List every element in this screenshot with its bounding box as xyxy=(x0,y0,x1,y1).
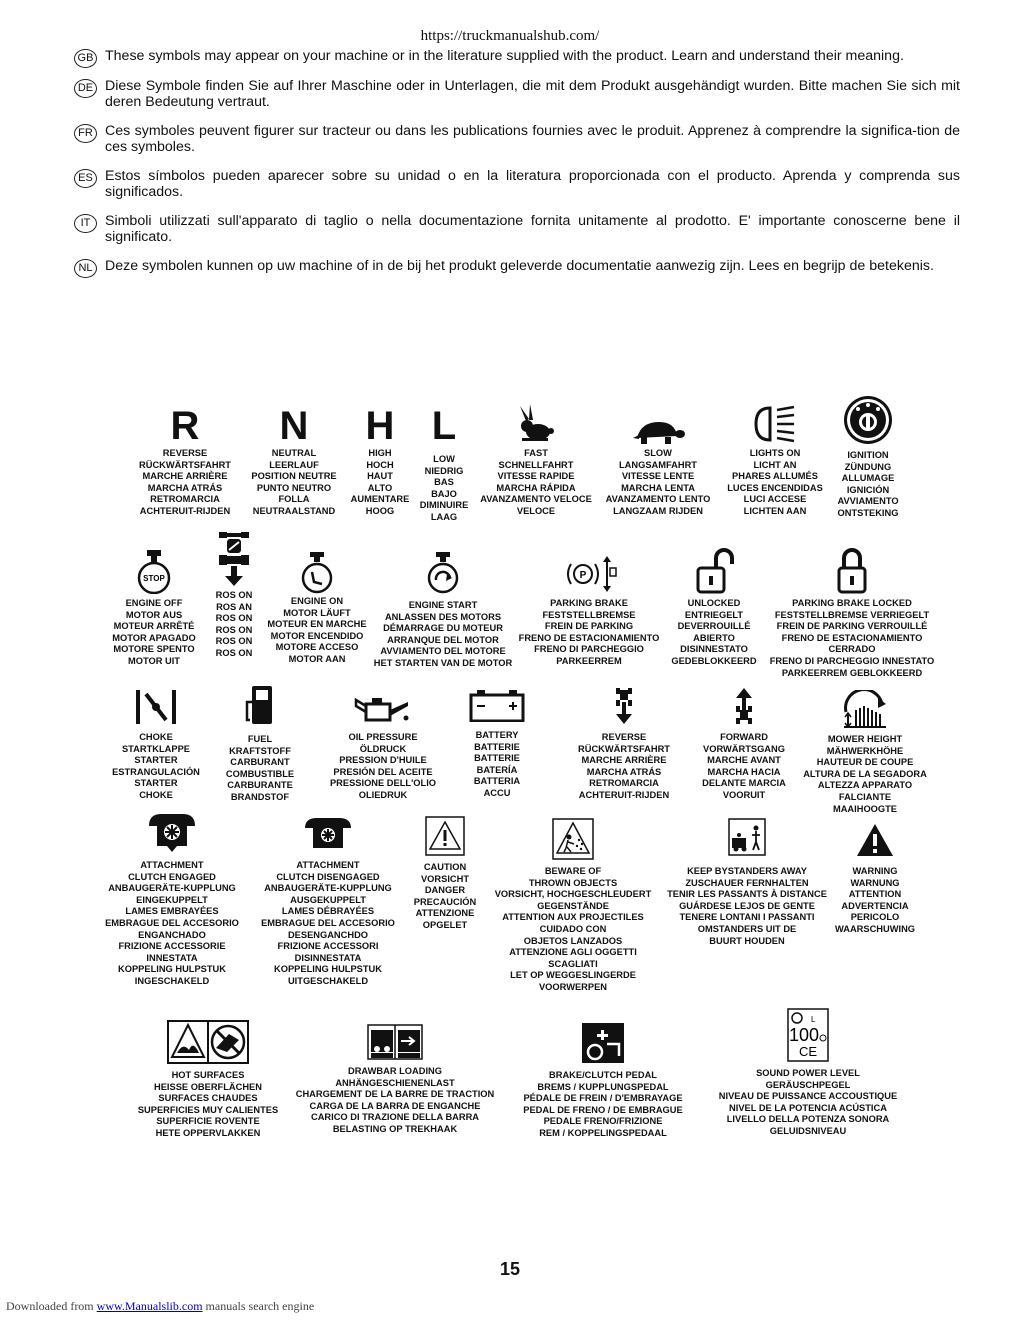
sound-level-value: 100 xyxy=(788,1025,820,1045)
parking-brake-caption: PARKING BRAKE FESTSTELLBREMSE FREIN DE PARKING FRENO DE ESTACIONAMIENTO FRENO DI PARCHEGGIO PARKEERREM xyxy=(518,598,660,666)
headlight-icon xyxy=(752,402,798,446)
header-url: https://truckmanualshub.com/ xyxy=(420,28,600,44)
reverse-r-caption: REVERSE RÜCKWÄRTSFAHRT MARCHE ARRIÈRE MARCHA ATRÁS RETROMARCIA ACHTERUIT-RIJDEN xyxy=(139,448,231,516)
engine-start-caption: ENGINE START ANLASSEN DES MOTORS DÉMARRAGE DU MOTEUR ARRANQUE DEL MOTOR AVVIAMENTO DEL MOTORE HET STARTEN VAN DE MOTOR xyxy=(373,600,513,668)
intro-text-es: Estos símbolos pueden aparecer sobre su unidad o en la literatura proporcionada con el producto. Aprenda y comprenda sus significados. xyxy=(105,168,960,200)
intro-de xyxy=(74,78,960,110)
symbol-hot-surfaces xyxy=(126,1014,290,1140)
symbol-parking-brake xyxy=(514,542,664,668)
brake-pedal-caption: BRAKE/CLUTCH PEDAL BREMS / KUPPLUNGSPEDAL PÉDALE DE FREIN / D'EMBRAYAGE PEDAL DE FRENO / DE EMBRAGUE PEDALE FRENO/FRIZIONE REM / KOPPELINGSPEDAAL xyxy=(523,1070,683,1138)
engine-on-icon xyxy=(300,550,334,594)
sound-caption: SOUND POWER LEVEL GERÄUSCHPEGEL NIVEAU DE PUISSANCE ACCOUSTIQUE NIVEL DE LA POTENCIA ACÚSTICA LIVELLO DELLA POTENZA SONORA GELUIDSNIVEAU xyxy=(718,1068,898,1136)
intro-text-nl: Deze symbolen kunnen op uw machine of in de bij het produkt geleverde documentatie aanwezig zijn. Lees en begrijp de betekenis. xyxy=(105,258,934,274)
symbol-fast xyxy=(476,394,596,518)
turtle-icon xyxy=(631,420,685,446)
bystanders-icon xyxy=(728,818,766,856)
fuel-pump-icon xyxy=(244,684,276,726)
unlocked-padlock-icon xyxy=(694,548,734,594)
ros-caption: ROS ON ROS AN ROS ON ROS ON ROS ON ROS ON xyxy=(215,590,253,658)
intro-text-gb: These symbols may appear on your machine or in the literature supplied with the product. Learn and understand their meaning. xyxy=(105,48,904,64)
caution-caption: CAUTION VORSICHT DANGER PRECAUCIÓN ATTENZIONE OPGELET xyxy=(413,862,477,930)
symbol-choke xyxy=(104,678,208,802)
symbol-lights xyxy=(722,394,828,518)
engine-start-icon xyxy=(426,550,460,594)
engine-off-label: STOP xyxy=(143,574,165,583)
symbol-ignition xyxy=(826,394,910,520)
thrown-caption: BEWARE OF THROWN OBJECTS VORSICHT, HOCHGESCHLEUDERT GEGENSTÄNDE ATTENTION AUX PROJECTILES CUIDADO CON OBJETOS LANZADOS ATTENZIONE AGLI OGGETTI SCAGLIATI LET OP WEGGESLINGERDE VOORWERPEN xyxy=(494,866,652,992)
footer-prefix: Downloaded from xyxy=(6,1299,97,1313)
intro-it xyxy=(74,213,960,245)
unlocked-caption: UNLOCKED ENTRIEGELT DEVERROUILLÉ ABIERTO DISINNESTATO GEDEBLOKKEERD xyxy=(671,598,757,666)
drawbar-caption: DRAWBAR LOADING ANHÄNGESCHIENENLAST CHARGEMENT DE LA BARRE DE TRACTION CARGA DE LA BARRA DE ENGANCHE CARICO DI TRAZIONE DELLA BARRA BELASTING OP TREKHAAK xyxy=(295,1066,495,1134)
symbol-brake-clutch-pedal xyxy=(514,1014,692,1140)
engine-stop-icon xyxy=(136,548,172,594)
symbol-sound-power-level xyxy=(706,1006,910,1138)
symbol-fuel xyxy=(212,678,308,804)
lights-caption: LIGHTS ON LICHT AN PHARES ALLUMÉS LUCES ENCENDIDAS LUCI ACCESE LICHTEN AAN xyxy=(727,448,823,516)
symbol-slow xyxy=(598,394,718,518)
symbol-mower-height xyxy=(800,678,930,815)
manualslib-link[interactable]: www.Manualslib.com xyxy=(96,1299,203,1313)
mower-height-caption: MOWER HEIGHT MÄHWERKHÖHE HAUTEUR DE COUPE ALTURA DE LA SEGADORA ALTEZZA APPARATO FALCIANTE MAAIHOOGTE xyxy=(803,734,927,814)
lang-badge-fr: FR xyxy=(74,124,97,143)
clutch-disengaged-caption: ATTACHMENT CLUTCH DISENGAGED ANBAUGERÄTE-KUPPLUNG AUSGEKUPPELT LAMES DÉBRAYÉES EMBRAGUE DEL ACCESORIO DESENGANCHDO FRIZIONE ACCESSORI DISINNESTATA KOPPELING HULPSTUK UITGESCHAKELD xyxy=(261,860,395,986)
footer-suffix: manuals search engine xyxy=(202,1299,315,1313)
symbol-unlocked xyxy=(664,542,764,668)
ignition-key-icon xyxy=(842,394,894,446)
symbol-forward xyxy=(694,678,794,802)
battery-icon xyxy=(469,688,525,722)
symbol-engine-off xyxy=(104,542,204,668)
clutch-disengaged-icon xyxy=(303,816,353,852)
neutral-caption: NEUTRAL LEERLAUF POSITION NEUTRE PUNTO NEUTRO FOLLA NEUTRAALSTAND xyxy=(251,448,337,516)
hot-surface-icon xyxy=(167,1020,249,1064)
intro-fr xyxy=(74,123,960,155)
high-glyph: H xyxy=(365,404,395,448)
neutral-glyph: N xyxy=(279,404,309,448)
parking-brake-icon xyxy=(561,554,617,594)
symbol-oil-pressure xyxy=(318,678,448,802)
symbol-thrown-objects xyxy=(484,810,662,994)
symbol-caution xyxy=(410,810,480,932)
lang-badge-gb: GB xyxy=(74,49,97,68)
oil-can-icon xyxy=(354,692,412,726)
battery-caption: BATTERY BATTERIE BATTERIE BATERÍA BATTERIA ACCU xyxy=(473,730,521,798)
sound-level-icon xyxy=(787,1008,829,1062)
symbol-reverse-arrow xyxy=(566,678,682,802)
intro-text-fr: Ces symboles peuvent figurer sur tracteur ou dans les publications fournies avec le produit. Apprenez à comprendre la significa-tion de ces symboles. xyxy=(105,123,960,155)
parking-brake-label: P xyxy=(579,570,587,581)
symbol-engine-on xyxy=(262,542,372,666)
rabbit-icon xyxy=(516,402,556,446)
sound-lwa-mark: L xyxy=(811,1015,816,1024)
ce-mark: CE xyxy=(798,1044,818,1059)
ros-tractor-icon xyxy=(217,530,251,588)
engine-off-caption: ENGINE OFF MOTOR AUS MOTEUR ARRÊTÉ MOTOR APAGADO MOTORE SPENTO MOTOR UIT xyxy=(112,598,196,666)
clutch-engaged-icon xyxy=(147,812,197,852)
lang-badge-es: ES xyxy=(74,169,97,188)
forward-arrow-icon xyxy=(733,686,755,726)
symbol-keep-bystanders-away xyxy=(660,806,834,947)
symbol-reverse-r xyxy=(125,394,245,518)
engine-on-caption: ENGINE ON MOTOR LÄUFT MOTEUR EN MARCHE MOTOR ENCENDIDO MOTORE ACCESO MOTOR AAN xyxy=(267,596,367,664)
intro-nl xyxy=(74,258,960,274)
footer xyxy=(6,1299,314,1314)
symbol-drawbar-loading xyxy=(290,1014,500,1136)
symbol-clutch-disengaged xyxy=(256,804,400,988)
intro-text-de: Diese Symbole finden Sie auf Ihrer Maschine oder in Unterlagen, die mit dem Produkt ausgehändigt wurden. Bitte machen Sie sich mit deren Bedeutung vertraut. xyxy=(105,78,960,110)
symbol-neutral xyxy=(244,394,344,518)
reverse-r-glyph: R xyxy=(170,404,200,448)
high-caption: HIGH HOCH HAUT ALTO AUMENTARE HOOG xyxy=(350,448,410,516)
slow-caption: SLOW LANGSAMFAHRT VITESSE LENTE MARCHA LENTA AVANZAMENTO LENTO LANGZAAM RIJDEN xyxy=(605,448,711,516)
bystanders-caption: KEEP BYSTANDERS AWAY ZUSCHAUER FERNHALTEN TENIR LES PASSANTS À DISTANCE GUÁRDESE LEJOS DE GENTE TENERE LONTANI I PASSANTI OMSTANDERS UIT DE BUURT HOUDEN xyxy=(667,866,827,946)
lang-badge-it: IT xyxy=(74,214,97,233)
symbol-battery xyxy=(456,678,538,800)
reverse-arrow-caption: REVERSE RÜCKWÄRTSFAHRT MARCHE ARRIÈRE MARCHA ATRÁS RETROMARCIA ACHTERUIT-RIJDEN xyxy=(578,732,670,800)
ignition-caption: IGNITION ZÜNDUNG ALLUMAGE IGNICIÓN AVVIAMENTO ONTSTEKING xyxy=(837,450,899,518)
caution-icon xyxy=(425,816,465,856)
symbol-ros xyxy=(204,528,264,660)
hot-caption: HOT SURFACES HEISSE OBERFLÄCHEN SURFACES CHAUDES SUPERFICIES MUY CALIENTES SUPERFICIE ROVENTE HETE OPPERVLAKKEN xyxy=(137,1070,279,1138)
low-glyph: L xyxy=(431,404,457,448)
warning-caption: WARNING WARNUNG ATTENTION ADVERTENCIA PERICOLO WAARSCHUWING xyxy=(834,866,916,934)
locked-padlock-icon xyxy=(836,548,868,594)
choke-caption: CHOKE STARTKLAPPE STARTER ESTRANGULACIÓN STARTER CHOKE xyxy=(112,732,200,800)
thrown-objects-icon xyxy=(552,818,594,860)
symbol-high xyxy=(345,394,415,518)
intro-es xyxy=(74,168,960,200)
forward-caption: FORWARD VORWÄRTSGANG MARCHE AVANT MARCHA HACIA DELANTE MARCIA VOORUIT xyxy=(702,732,786,800)
symbol-clutch-engaged xyxy=(98,804,246,988)
low-caption: LOW NIEDRIG BAS BAJO DIMINUIRE LAAG xyxy=(419,454,469,522)
symbol-warning xyxy=(828,810,922,936)
warning-triangle-icon xyxy=(856,822,894,858)
clutch-engaged-caption: ATTACHMENT CLUTCH ENGAGED ANBAUGERÄTE-KUPPLUNG EINGEKUPPELT LAMES EMBRAYÉES EMBRAGUE DEL ACCESORIO ENGANCHADO FRIZIONE ACCESSORIE INNESTATA KOPPELING HULPSTUK INGESCHAKELD xyxy=(105,860,239,986)
parking-locked-caption: PARKING BRAKE LOCKED FESTSTELLBREMSE VERRIEGELT FREIN DE PARKING VERROUILLÉ FRENO DE ESTACIONAMIENTO CERRADO FRENO DI PARCHEGGIO INNESTATO PARKEERREM GEBLOKKEERD xyxy=(769,598,935,678)
lang-badge-de: DE xyxy=(74,79,97,98)
symbol-engine-start xyxy=(368,542,518,670)
reverse-arrow-icon xyxy=(613,686,635,726)
mower-height-icon xyxy=(842,690,888,728)
lang-badge-nl: NL xyxy=(74,259,97,278)
brake-clutch-pedal-icon xyxy=(581,1022,625,1064)
page-number: 15 xyxy=(499,1259,521,1279)
choke-icon xyxy=(132,688,180,726)
intro-text-it: Simboli utilizzati sull'apparato di taglio o nella documentazione fornita unitamente al prodotto. E' importante conoscerne bene il significato. xyxy=(105,213,960,245)
intro-gb xyxy=(74,48,960,64)
drawbar-icon xyxy=(367,1024,423,1060)
fast-caption: FAST SCHNELLFAHRT VITESSE RAPIDE MARCHA RÁPIDA AVANZAMENTO VELOCE VELOCE xyxy=(480,448,592,516)
symbol-parking-brake-locked xyxy=(764,542,940,679)
oil-caption: OIL PRESSURE ÖLDRUCK PRESSION D'HUILE PRESIÓN DEL ACEITE PRESSIONE DELL'OLIO OLIEDRUK xyxy=(329,732,437,800)
fuel-caption: FUEL KRAFTSTOFF CARBURANT COMBUSTIBLE CARBURANTE BRANDSTOF xyxy=(225,734,295,802)
symbol-low xyxy=(412,394,476,524)
